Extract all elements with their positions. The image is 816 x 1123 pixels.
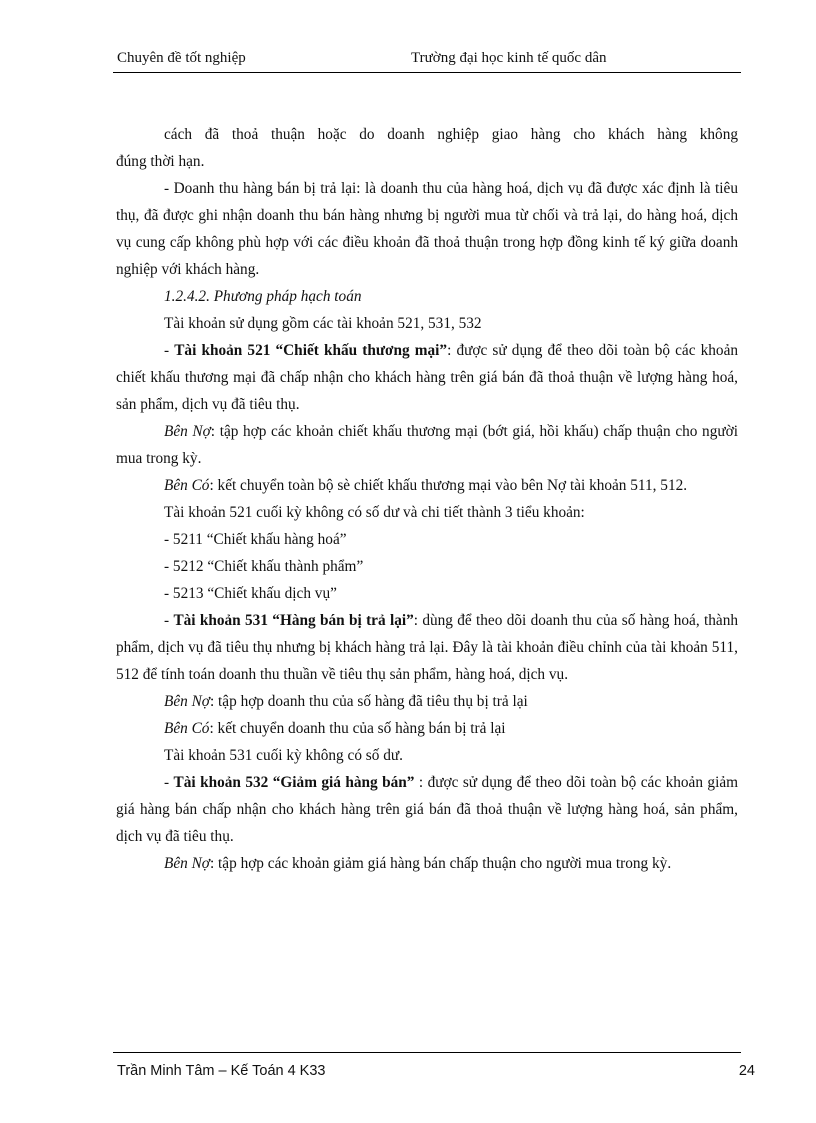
section-heading xyxy=(116,283,738,310)
account-521-debit-label: Bên Nợ xyxy=(164,423,211,440)
footer-author: Trần Minh Tâm – Kế Toán 4 K33 xyxy=(117,1063,326,1079)
account-532-debit-text: : tập hợp các khoản giảm giá hàng bán chấp thuận cho người mua trong kỳ. xyxy=(209,855,672,872)
header-document-type: Chuyên đề tốt nghiệp xyxy=(117,50,246,66)
account-531-paragraph xyxy=(116,607,738,688)
sub-account-5212: - 5212 “Chiết khấu thành phẩm” xyxy=(164,558,364,575)
account-521-debit xyxy=(116,418,738,472)
account-531-title: Tài khoản 531 “Hàng bán bị trả lại” xyxy=(173,612,414,629)
account-532-debit-label: Bên Nợ xyxy=(164,855,210,872)
account-531-debit xyxy=(116,688,738,715)
account-531-debit-label: Bên Nợ xyxy=(164,693,210,710)
account-531-debit-text: : tập hợp doanh thu của số hàng đã tiêu thụ bị trả lại xyxy=(209,693,528,710)
sub-account-5213: - 5213 “Chiết khấu dịch vụ” xyxy=(164,585,337,602)
account-531-prefix: - xyxy=(164,612,174,629)
account-532-text: : được sử dụng để theo dõi toàn bộ các khoản giảm giá hàng bán chấp nhận cho khách hàng trên giá bán đã thoả thuận về lượng hàng hoá, sản phẩm, dịch vụ đã tiêu thụ. xyxy=(116,774,739,845)
account-532-prefix: - xyxy=(164,774,174,791)
paragraph-returned-sales-definition: - Doanh thu hàng bán bị trả lại: là doanh thu của hàng hoá, dịch vụ đã được xác định là tiêu thụ, đã được ghi nhận doanh thu bán hàng nhưng bị người mua từ chối và trả lại, do hàng hoá, dịch vụ cung cấp không phù hợp với các điều khoản đã thoả thuận trong hợp đồng kinh tế ký giữa doanh nghiệp với khách hàng. xyxy=(116,180,738,278)
account-532-paragraph xyxy=(116,769,738,850)
paragraph-continued-line2: đúng thời hạn. xyxy=(116,153,205,170)
account-521-prefix: - xyxy=(164,342,175,359)
account-531-credit-label: Bên Có xyxy=(164,720,210,737)
header-university: Trường đại học kinh tế quốc dân xyxy=(411,50,607,66)
section-heading-text: 1.2.4.2. Phương pháp hạch toán xyxy=(164,288,362,305)
account-531-text: : dùng để theo dõi doanh thu của số hàng hoá, thành phẩm, dịch vụ đã tiêu thụ nhưng bị khách hàng trả lại. Đây là tài khoản điều chỉnh của tài khoản 511, 512 để tính toán doanh thu thuần về tiêu thụ sản phẩm, hàng hoá, dịch vụ. xyxy=(116,612,738,683)
account-532-debit xyxy=(116,850,738,877)
account-532-title: Tài khoản 532 “Giảm giá hàng bán” xyxy=(173,774,415,791)
account-521-balance: Tài khoản 521 cuối kỳ không có số dư và chi tiết thành 3 tiểu khoản: xyxy=(164,504,585,521)
account-521-credit xyxy=(116,472,738,499)
account-521-paragraph xyxy=(116,337,738,418)
account-531-credit xyxy=(116,715,738,742)
page-number: 24 xyxy=(738,1063,755,1079)
account-521-credit-label: Bên Có xyxy=(164,477,210,494)
account-531-credit-text: : kết chuyển doanh thu của số hàng bán bị trả lại xyxy=(209,720,506,737)
page-header xyxy=(113,48,741,73)
account-521-title: Tài khoản 521 “Chiết khấu thương mại” xyxy=(174,342,448,359)
page-footer xyxy=(113,1052,755,1083)
account-521-credit-text: : kết chuyển toàn bộ sè chiết khấu thương mại vào bên Nợ tài khoản 511, 512. xyxy=(209,477,688,494)
account-531-balance: Tài khoản 531 cuối kỳ không có số dư. xyxy=(164,747,403,764)
page-body xyxy=(116,121,738,877)
account-521-debit-text: : tập hợp các khoản chiết khấu thương mại (bớt giá, hồi khấu) chấp thuận cho người mua trong kỳ. xyxy=(116,423,738,467)
account-521-text: : được sử dụng để theo dõi toàn bộ các khoản chiết khấu thương mại đã chấp nhận cho khách hàng trên giá bán đã thoả thuận về lượng hàng hoá, sản phẩm, dịch vụ đã tiêu thụ. xyxy=(116,342,739,413)
paragraph-continued-line1: cách đã thoả thuận hoặc do doanh nghiệp giao hàng cho khách hàng không xyxy=(164,126,738,143)
sub-account-5211: - 5211 “Chiết khấu hàng hoá” xyxy=(164,531,347,548)
accounts-used: Tài khoản sử dụng gồm các tài khoản 521, 531, 532 xyxy=(164,315,482,332)
